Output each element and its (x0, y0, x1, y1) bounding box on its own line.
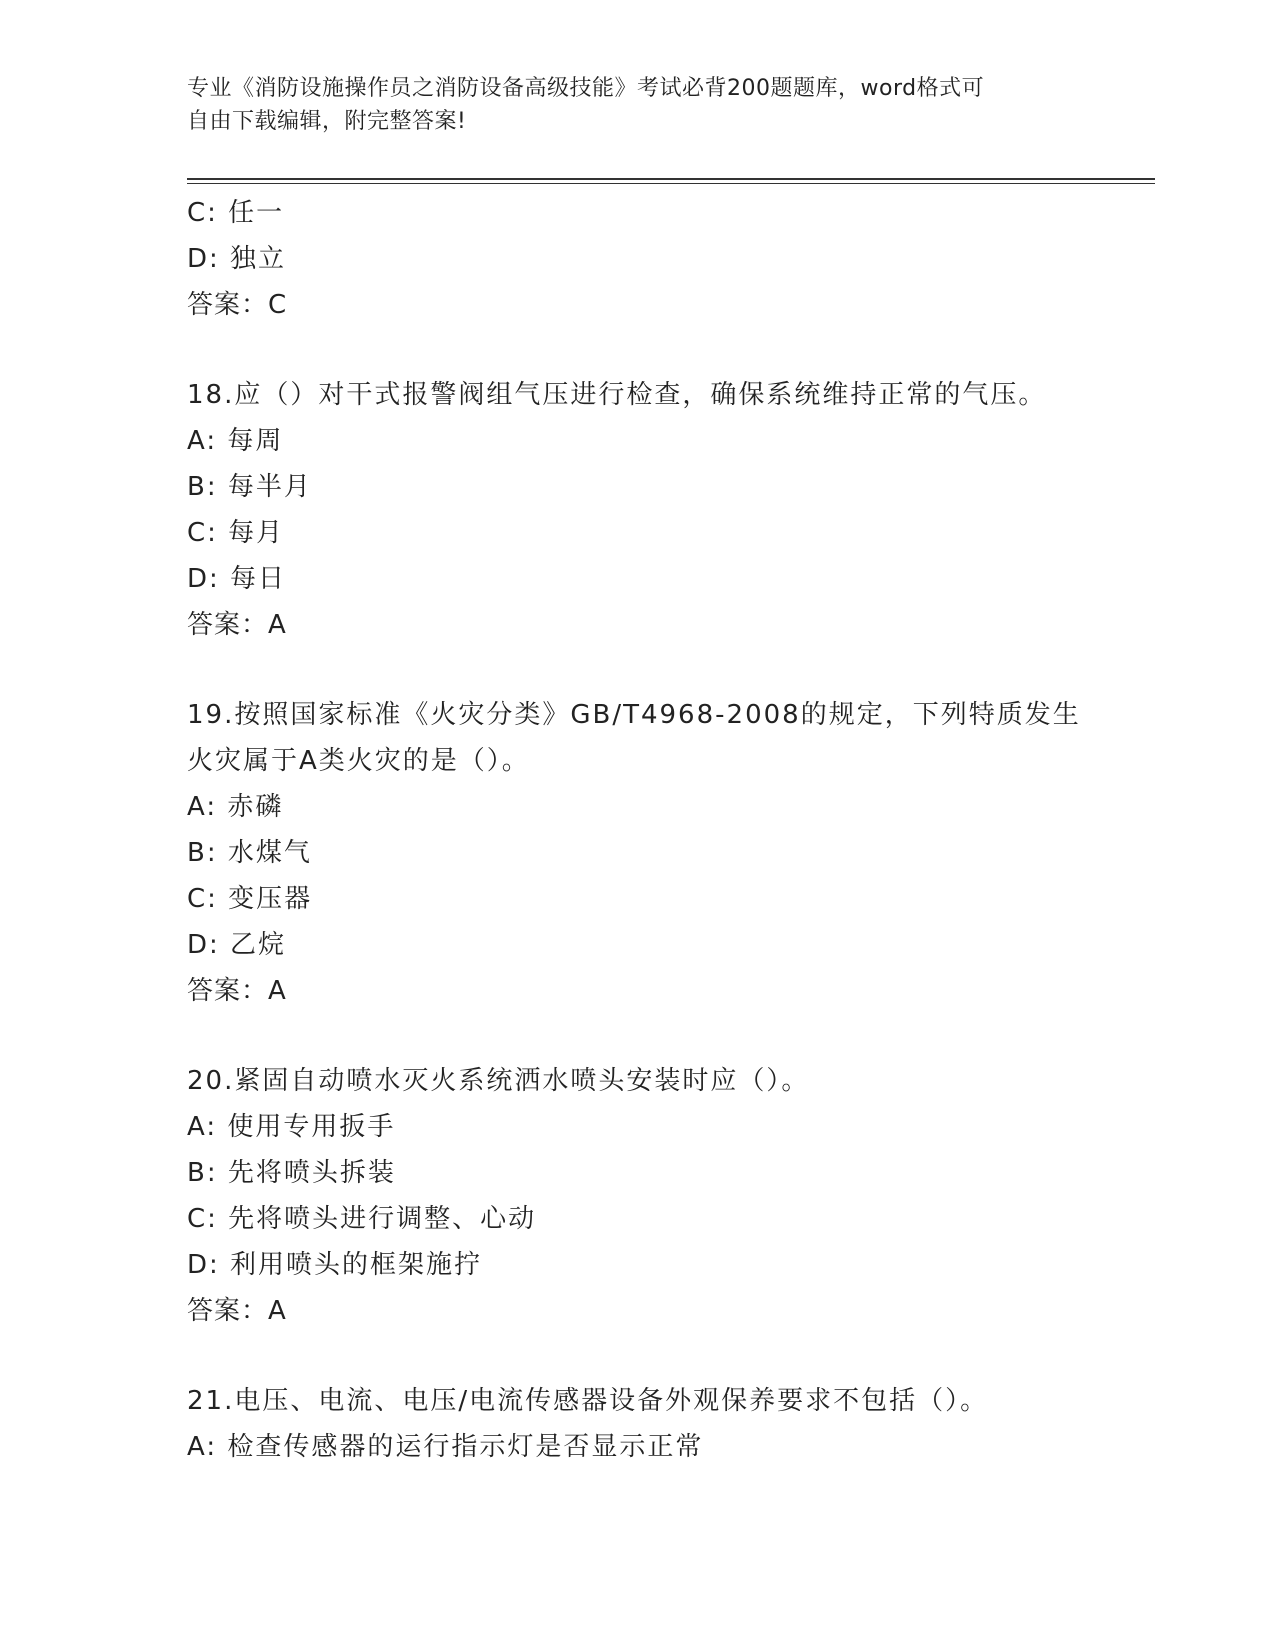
question-gap (187, 648, 1155, 692)
question-gap (187, 1334, 1155, 1378)
option-c: C: 任一 (187, 198, 285, 228)
question-list (187, 190, 1155, 1470)
option-a: A: 检查传感器的运行指示灯是否显示正常 (187, 1432, 704, 1462)
option-d: D: 利用喷头的框架施拧 (187, 1250, 483, 1280)
question-text: 20.紧固自动喷水灭火系统洒水喷头安装时应（）。 (187, 1066, 810, 1096)
option-c: C: 每月 (187, 518, 285, 548)
option-a: A: 每周 (187, 426, 284, 456)
question-text: 19.按照国家标准《火灾分类》GB/T4968-2008的规定，下列特质发生 (187, 700, 1081, 730)
answer-line: 答案：C (187, 290, 288, 320)
option-a: A: 使用专用扳手 (187, 1112, 396, 1142)
option-d: D: 每日 (187, 564, 287, 594)
answer-line: 答案：A (187, 1296, 287, 1326)
header-line-2: 自由下载编辑，附完整答案! (187, 109, 467, 134)
question-19 (187, 692, 1155, 1014)
option-b: B: 每半月 (187, 472, 312, 502)
answer-line: 答案：A (187, 976, 287, 1006)
question-gap (187, 1014, 1155, 1058)
option-b: B: 水煤气 (187, 838, 312, 868)
question-18 (187, 372, 1155, 648)
header-line-1: 专业《消防设施操作员之消防设备高级技能》考试必背200题题库，word格式可 (187, 76, 985, 101)
question-text: 21.电压、电流、电压/电流传感器设备外观保养要求不包括（）。 (187, 1386, 989, 1416)
document-header (187, 72, 1067, 138)
question-text-continued: 火灾属于A类火灾的是（）。 (187, 746, 530, 776)
question-gap (187, 328, 1155, 372)
header-divider-thick (187, 178, 1155, 180)
answer-line: 答案：A (187, 610, 287, 640)
option-a: A: 赤磷 (187, 792, 284, 822)
option-c: C: 先将喷头进行调整、心动 (187, 1204, 537, 1234)
option-b: B: 先将喷头拆装 (187, 1158, 396, 1188)
option-d: D: 独立 (187, 244, 287, 274)
header-divider-thin (187, 183, 1155, 184)
question-17-continued (187, 190, 1155, 328)
question-20 (187, 1058, 1155, 1334)
question-text: 18.应（）对干式报警阀组气压进行检查，确保系统维持正常的气压。 (187, 380, 1047, 410)
option-c: C: 变压器 (187, 884, 313, 914)
option-d: D: 乙烷 (187, 930, 287, 960)
question-21 (187, 1378, 1155, 1470)
